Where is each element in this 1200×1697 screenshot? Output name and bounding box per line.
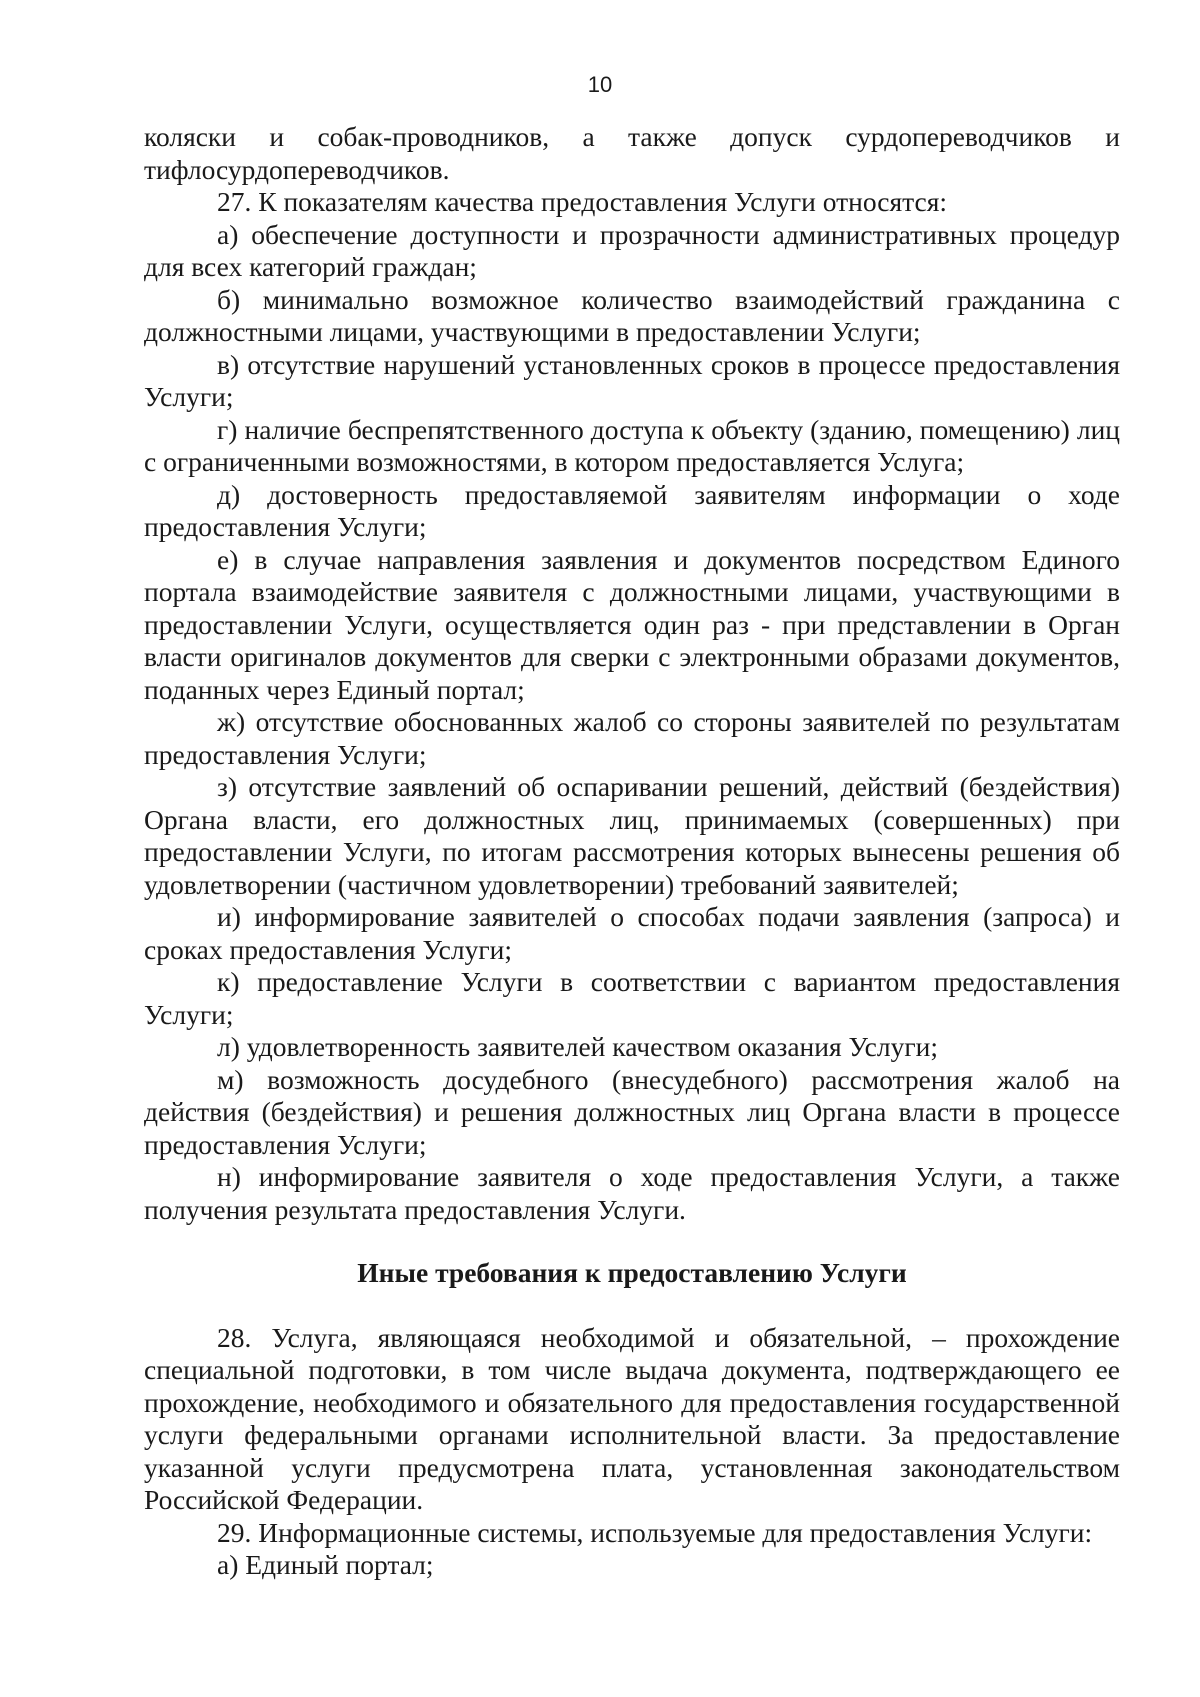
list-item-27-l: л) удовлетворенность заявителей качеством оказания Услуги;: [217, 1031, 938, 1062]
paragraph-continuation: коляски и собак-проводников, а также допуск сурдопереводчиков и тифлосурдопереводчиков.: [144, 121, 1120, 185]
list-item-27-v: в) отсутствие нарушений установленных сроков в процессе предоставления Услуги;: [144, 348, 1120, 412]
list-item-27-g: г) наличие беспрепятственного доступа к объекту (зданию, помещению) лиц с ограниченными возможностями, в котором предоставляется Услуга;: [144, 413, 1120, 477]
list-item-27-n: н) информирование заявителя о ходе предоставления Услуги, а также получения результата предоставления Услуги.: [144, 1161, 1120, 1225]
list-item-27-z: з) отсутствие заявлений об оспаривании решений, действий (бездействия) Органа власти, его должностных лиц, принимаемых (совершенных) при предоставлении Услуги, по итогам рассмотрения которых вынесены решения об удовлетворении (частичном удовлетворении) требований заявителей;: [144, 771, 1120, 900]
paragraph-item-28: 28. Услуга, являющаяся необходимой и обязательной, – прохождение специальной подготовки, в том числе выдача документа, подтверждающего ее прохождение, необходимого и обязательного для предоставления государственной услуги федеральными органами исполнительной власти. За предоставление указанной услуги предусмотрена плата, установленная законодательством Российской Федерации.: [144, 1321, 1120, 1515]
paragraph-item-27: 27. К показателям качества предоставления Услуги относятся:: [217, 186, 947, 217]
list-item-27-a: а) обеспечение доступности и прозрачности административных процедур для всех категорий граждан;: [144, 218, 1120, 282]
list-item-27-m: м) возможность досудебного (внесудебного) рассмотрения жалоб на действия (бездействия) и решения должностных лиц Органа власти в процессе предоставления Услуги;: [144, 1063, 1120, 1160]
list-item-27-k: к) предоставление Услуги в соответствии с вариантом предоставления Услуги;: [144, 966, 1120, 1030]
list-item-27-d: д) достоверность предоставляемой заявителям информации о ходе предоставления Услуги;: [144, 478, 1120, 542]
document-body: [144, 121, 1120, 1582]
paragraph-item-29: 29. Информационные системы, используемые для предоставления Услуги:: [217, 1516, 1093, 1548]
list-item-27-zh: ж) отсутствие обоснованных жалоб со стороны заявителей по результатам предоставления Услуги;: [144, 706, 1120, 770]
list-item-27-i: и) информирование заявителей о способах подачи заявления (запроса) и сроках предоставления Услуги;: [144, 901, 1120, 965]
section-heading: Иные требования к предоставлению Услуги: [357, 1257, 907, 1288]
list-item-29-a: а) Единый портал;: [217, 1549, 434, 1580]
list-item-27-b: б) минимально возможное количество взаимодействий гражданина с должностными лицами, участвующими в предоставлении Услуги;: [144, 283, 1120, 347]
list-item-27-e: е) в случае направления заявления и документов посредством Единого портала взаимодействие заявителя с должностными лицами, участвующими в предоставлении Услуги, осуществляется один раз - при представлении в Орган власти оригиналов документов для сверки с электронными образами документов, поданных через Единый портал;: [144, 543, 1120, 705]
page-number: 10: [587, 72, 613, 97]
